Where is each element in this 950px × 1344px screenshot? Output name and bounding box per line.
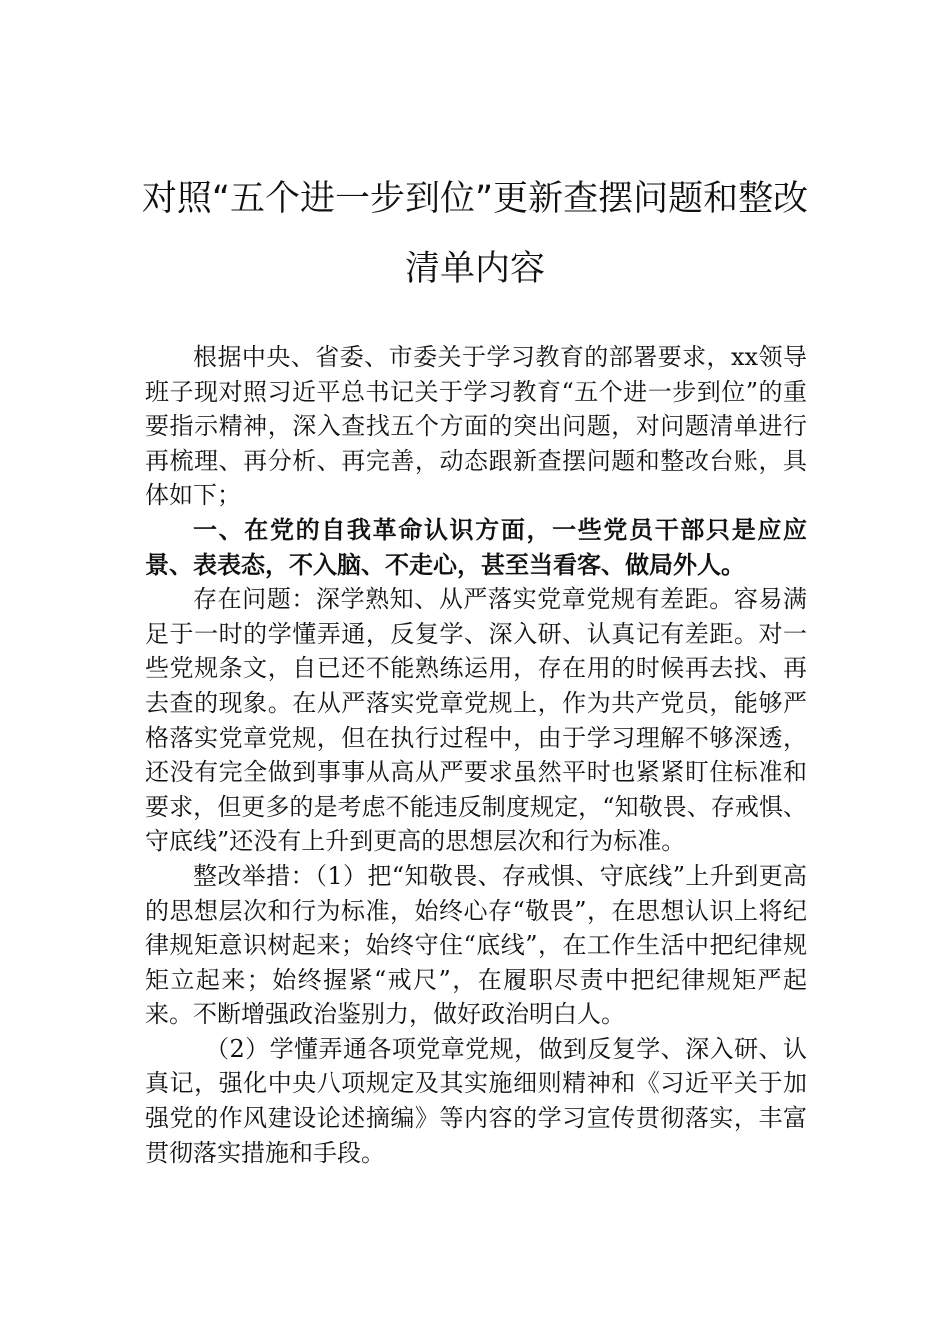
- problem-paragraph: 存在问题：深学熟知、从严落实党章党规有差距。容易满足于一时的学懂弄通，反复学、深入研、认真记有差距。对一些党规条文，自已还不能熟练运用，存在用的时候再去找、再去查的现象。在从严落实党章党规上，作为共产党员，能够严格落实党章党规，但在执行过程中，由于学习理解不够深透，还没有完全做到事事从高从严要求虽然平时也紧紧盯住标准和要求，但更多的是考虑不能违反制度规定，“知敬畏、存戒惧、守底线”还没有上升到更高的思想层次和行为标准。: [145, 585, 807, 856]
- document-title-line-1: 对照“五个进一步到位”更新查摆问题和整改: [141, 179, 809, 219]
- document-title-line-2: 清单内容: [404, 249, 545, 289]
- intro-paragraph: 根据中央、省委、市委关于学习教育的部署要求，xx领导班子现对照习近平总书记关于学习教育“五个进一步到位”的重要指示精神，深入查找五个方面的突出问题，对问题清单进行再梳理、再分析、再完善，动态跟新查摆问题和整改台账，具体如下；: [145, 343, 807, 510]
- document-body: [145, 340, 807, 1170]
- section-heading-1: 一、在党的自我革命认识方面，一些党员干部只是应应景、表表态，不入脑、不走心，甚至当看客、做局外人。: [145, 514, 807, 579]
- measures-paragraph-1: 整改举措：（1）把“知敬畏、存戒惧、守底线”上升到更高的思想层次和行为标准，始终心存“敬畏”，在思想认识上将纪律规矩意识树起来；始终守住“底线”，在工作生活中把纪律规矩立起来；始终握紧“戒尺”，在履职尽责中把纪律规矩严起来。不断增强政治鉴别力，做好政治明白人。: [145, 861, 807, 1029]
- measures-paragraph-2: （2）学懂弄通各项党章党规，做到反复学、深入研、认真记，强化中央八项规定及其实施细则精神和《习近平关于加强党的作风建设论述摘编》等内容的学习宣传贯彻落实，丰富贯彻落实措施和手段。: [145, 1034, 807, 1167]
